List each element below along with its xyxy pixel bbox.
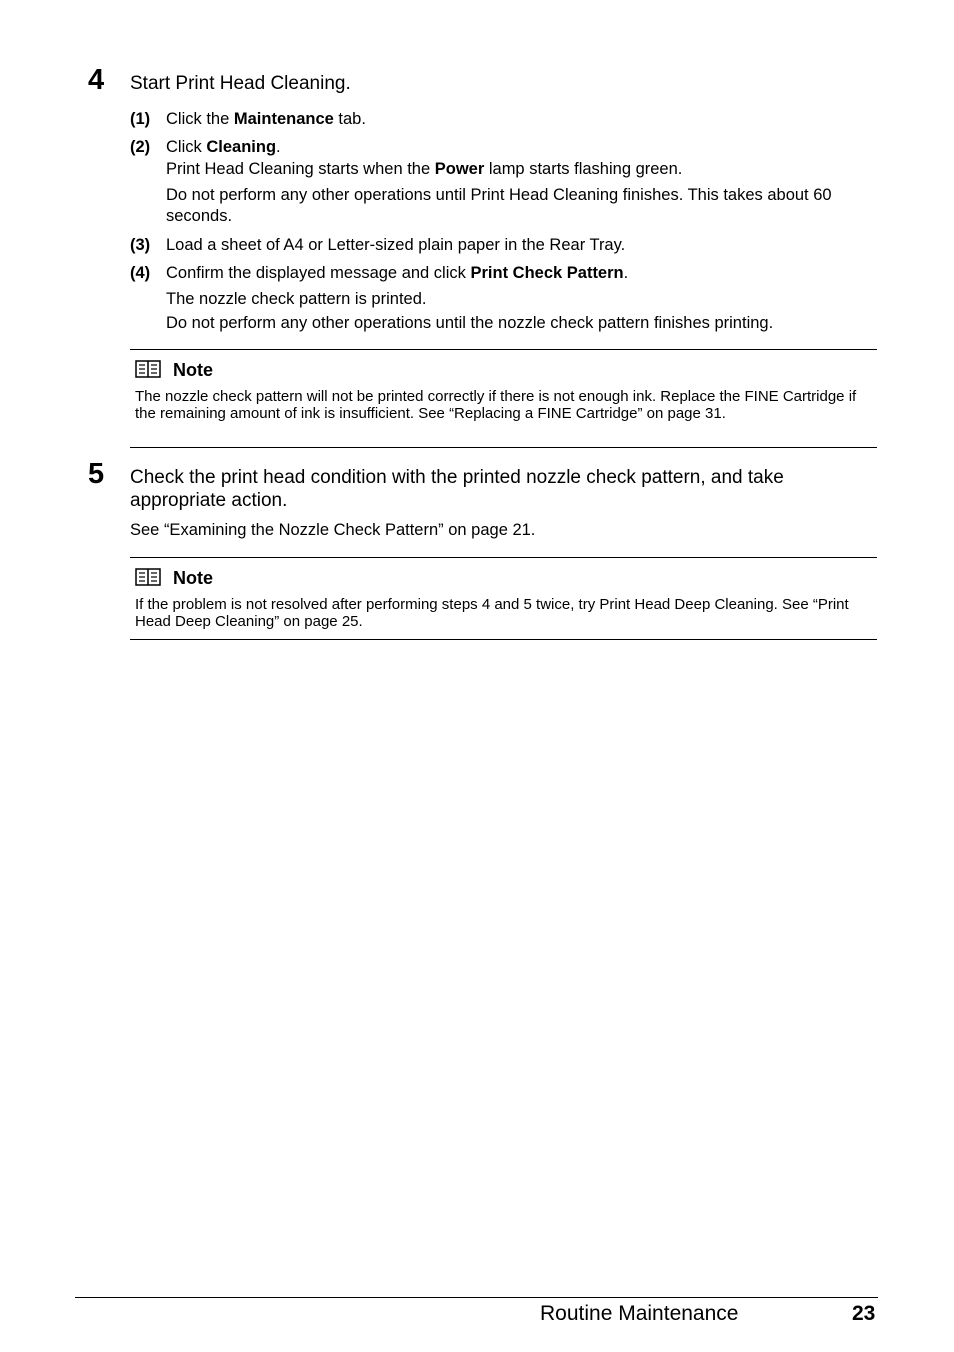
substep-number: (1) — [130, 110, 151, 128]
substep-2-detail: Print Head Cleaning starts when the Power lamp starts flashing green. — [166, 160, 683, 178]
substep-text: Load a sheet of A4 or Letter-sized plain paper in the Rear Tray. — [166, 236, 626, 254]
note-box — [130, 557, 877, 640]
substep-4-detail: The nozzle check pattern is printed. — [166, 290, 427, 308]
substep-number: (4) — [130, 264, 151, 282]
note-label: Note — [173, 568, 213, 588]
note-label: Note — [173, 360, 213, 380]
substep-number: (3) — [130, 236, 151, 254]
step-4-number: 4 — [88, 64, 105, 96]
step-5-reference: See “Examining the Nozzle Check Pattern” on page 21. — [130, 521, 536, 539]
substep-text: Confirm the displayed message and click Print Check Pattern. — [166, 264, 629, 282]
cleaning-button-ref: Cleaning — [206, 138, 277, 156]
step-5-number: 5 — [88, 458, 105, 490]
note-text: The nozzle check pattern will not be printed correctly if there is not enough ink. Replace the FINE Cartridge if the remaining amount of ink is insufficient. See “Replacing a FINE Cartridge” on page 31. — [135, 388, 857, 422]
substep-number: (2) — [130, 138, 151, 156]
book-icon — [135, 568, 161, 586]
substep-2-warning: Do not perform any other operations until Print Head Cleaning finishes. This takes about 60 seconds. — [166, 186, 832, 225]
power-lamp-ref: Power — [434, 160, 485, 178]
note-box — [130, 349, 877, 448]
step-4-title: Start Print Head Cleaning. — [130, 73, 351, 94]
page-number: 23 — [852, 1302, 876, 1325]
book-icon — [135, 360, 161, 378]
substep-text: Click Cleaning. — [166, 138, 281, 156]
maintenance-tab-ref: Maintenance — [233, 110, 334, 128]
print-check-pattern-ref: Print Check Pattern — [470, 264, 624, 282]
step-5-title: Check the print head condition with the printed nozzle check pattern, and take appropriate action. — [130, 467, 784, 511]
footer-section-title: Routine Maintenance — [540, 1302, 739, 1325]
note-text: If the problem is not resolved after performing steps 4 and 5 twice, try Print Head Deep Cleaning. See “Print Head Deep Cleaning” on page 25. — [135, 596, 849, 630]
substep-text: Click the Maintenance tab. — [166, 110, 366, 128]
substep-4-warning: Do not perform any other operations until the nozzle check pattern finishes printing. — [166, 314, 774, 332]
footer-divider — [75, 1297, 878, 1298]
